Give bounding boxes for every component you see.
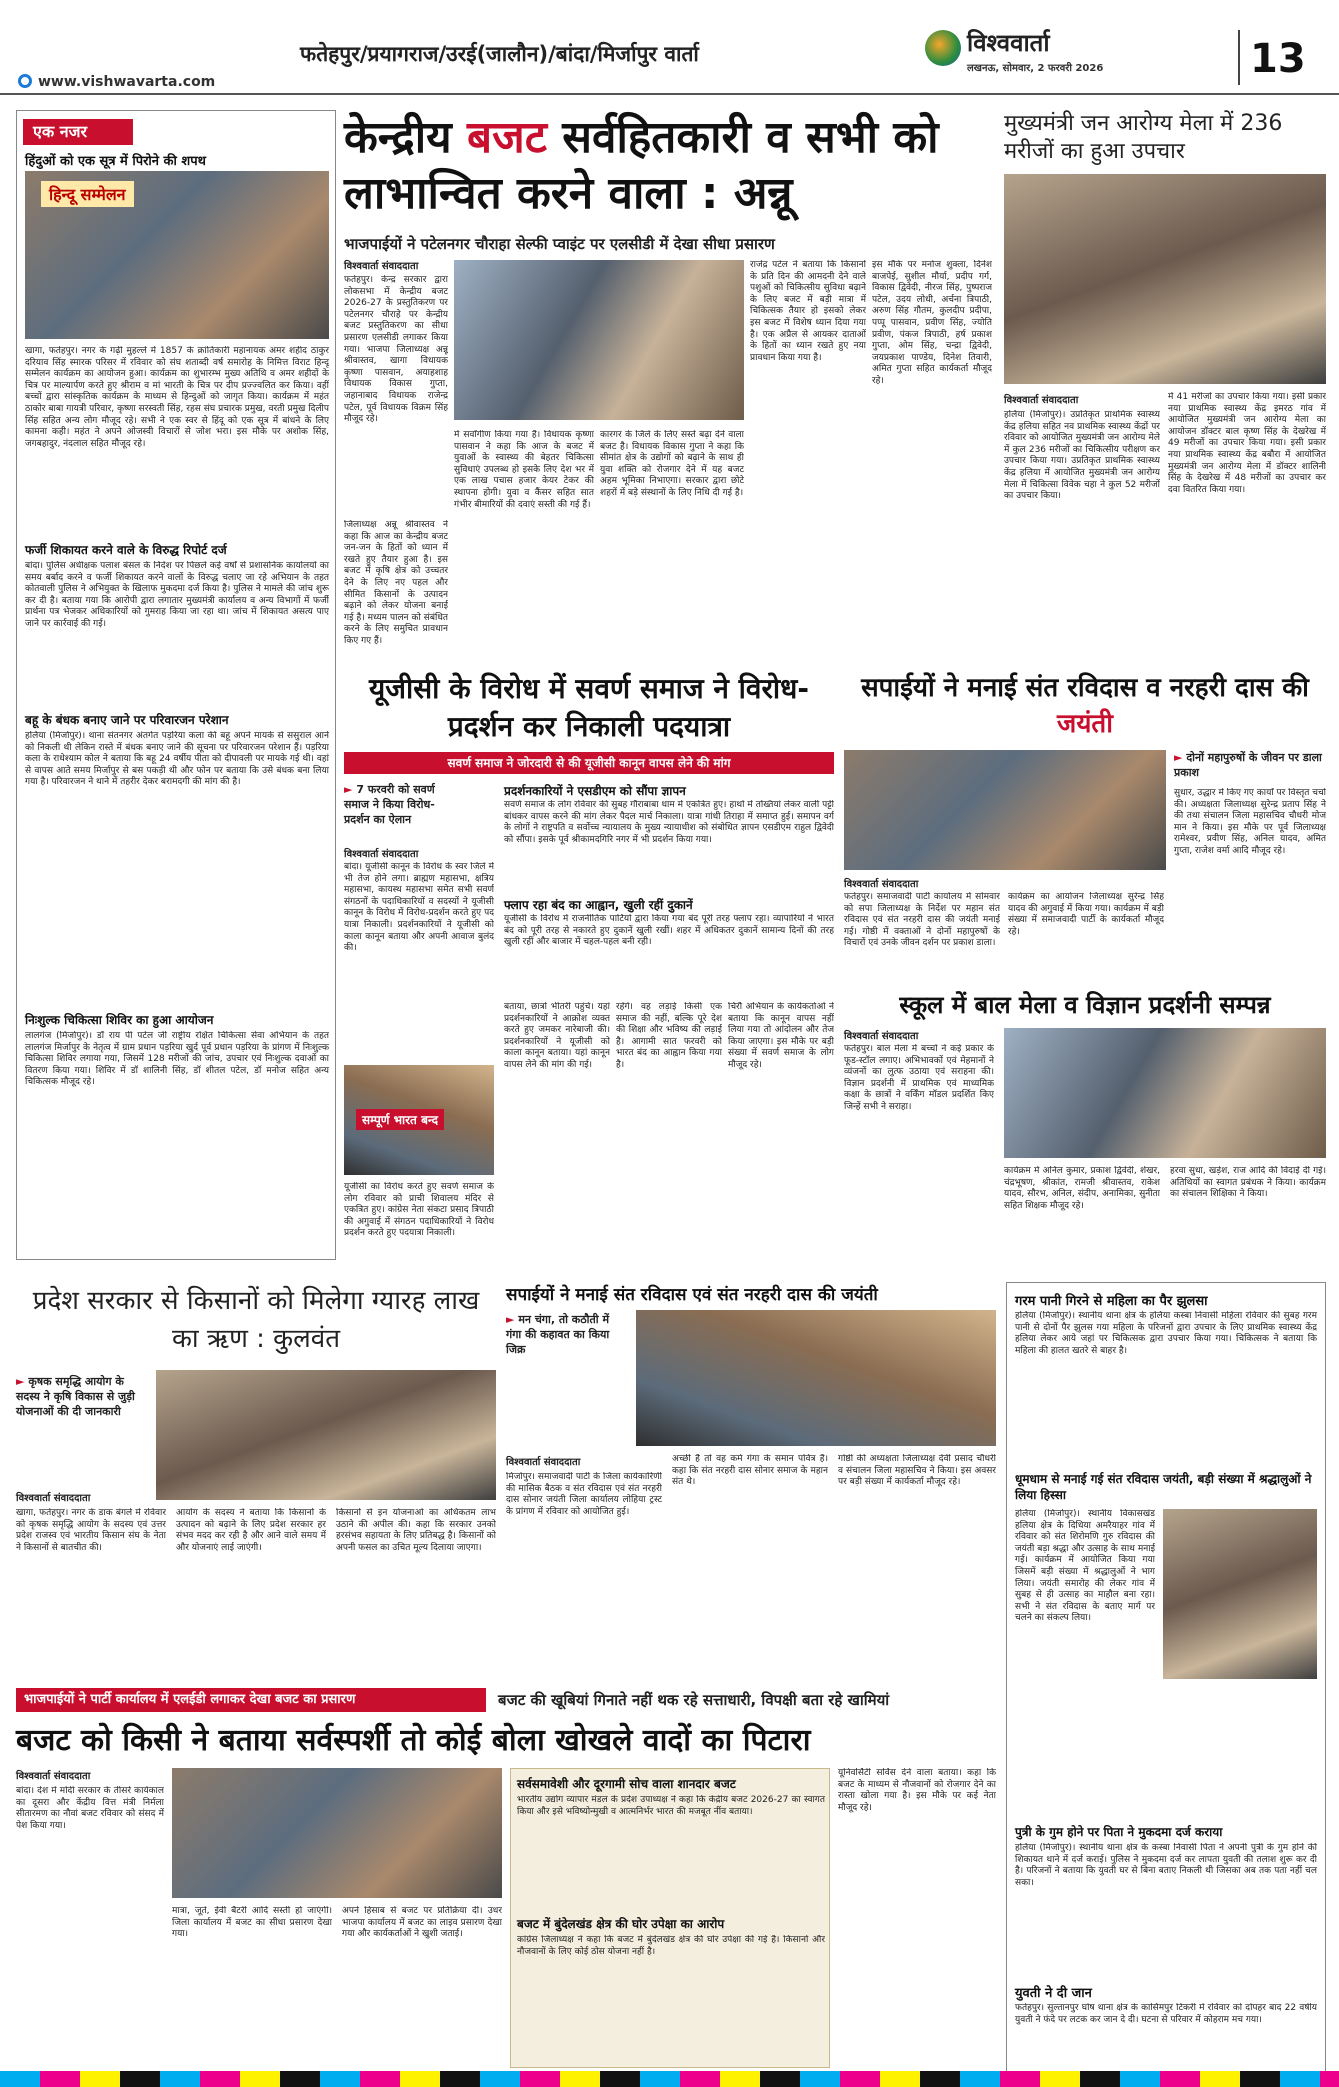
masthead bbox=[0, 0, 1339, 90]
ugc-subbar: सवर्ण समाज ने जोरदारी से की यूजीसी कानून वापस लेने की मांग bbox=[344, 752, 834, 774]
kisan-story bbox=[16, 1282, 496, 1682]
bullet-arrow-icon: ► bbox=[506, 1313, 515, 1326]
sapai-story-mid bbox=[506, 1282, 996, 1682]
kisan-col2: आयोग के सदस्य ने बताया कि किसानों के उत्पादन को बढ़ाने के लिए प्रदेश सरकार हर संभव मदद कर रही है और आने वाले समय में और योजनाएं लाई जाएंगी। bbox=[176, 1508, 326, 1553]
budget-col3: अपने हिसाब से बजट पर प्रतिक्रिया दी। उधर भाजपा कार्यालय में बजट का लाइव प्रसारण देखा गया और कार्यकर्ताओं ने खुशी जताई। bbox=[342, 1906, 502, 1940]
ravidas-jayanti-head: धूमधाम से मनाई गई संत रविदास जयंती, बड़ी संख्या में श्रद्धालुओं ने लिया हिस्सा bbox=[1015, 1472, 1312, 1502]
jan-arogya-story bbox=[1004, 110, 1326, 660]
lead-photo bbox=[454, 260, 744, 420]
sapai-top-headline bbox=[844, 670, 1326, 742]
ugc-byline: विश्ववार्ता संवाददाता bbox=[344, 849, 419, 860]
sapai-mid-bullet bbox=[506, 1312, 626, 1357]
ugc-bullet bbox=[344, 782, 448, 827]
header-divider bbox=[1238, 30, 1240, 85]
budget-byline: विश्ववार्ता संवाददाता bbox=[16, 1771, 91, 1782]
budget-side-box bbox=[510, 1768, 830, 2068]
lead-headline-part1: केन्द्रीय bbox=[344, 112, 467, 163]
lead-headline-part2: सर्वहितकारी व सभी को लाभान्वित करने वाला : अन्नू bbox=[344, 112, 939, 219]
budget-col5-head: बजट में बुंदेलखंड क्षेत्र की घोर उपेक्षा का आरोप bbox=[517, 1917, 725, 1931]
sammelan-banner: हिन्दू सम्मेलन bbox=[41, 181, 134, 207]
ugc-col3: यूजीसी के विरोध में राजनीतिक पार्टियों द्वारा किया गया बंद पूरी तरह फ्लाप रहा। व्यापारियों ने भारत बंद को पूरी तरह से नकारते हुए दुकानें खुली रखीं। शहर में अधिकतर दुकानें सामान्य दिनों की तरह खुली रहीं और बाजार में चहल-पहल बनी रही। bbox=[504, 914, 834, 948]
lead-byline: विश्ववार्ता संवाददाता bbox=[344, 261, 419, 272]
school-byline: विश्ववार्ता संवाददाता bbox=[844, 1031, 919, 1042]
right-sidebar bbox=[1006, 1282, 1326, 2072]
ravidas-jayanti-text: हलिया (मिर्जापुर)। स्थानीय विकासखंड हलिया क्षेत्र के दिधिया अमरैयाहर गांव में रविवार को संत शिरोमणि गुरु रविदास की जयंती बड़ा श्रद्धा और उत्साह के साथ मनाई गई। कार्यक्रम में आयोजित किया गया जिसमें बड़ी संख्या में श्रद्धालुओं ने भाग लिया। जयंती समारोह की लेकर गांव में सुबह से ही उत्साह का माहौल बना रहा। सभी ने संत रविदास के बताए मार्ग पर चलने का संकल्प लिया। bbox=[1015, 1509, 1155, 1624]
bullet-arrow-icon: ► bbox=[344, 783, 353, 796]
kisan-headline: प्रदेश सरकार से किसानों को मिलेगा ग्यारह लाख का ऋण : कुलवंत bbox=[32, 1286, 480, 1354]
sapai-top-byline: विश्ववार्ता संवाददाता bbox=[844, 879, 919, 890]
sapai-mid-byline: विश्ववार्ता संवाददाता bbox=[506, 1457, 581, 1468]
budget-col4-head: सर्वसमावेशी और दूरगामी सोच वाला शानदार बजट bbox=[517, 1777, 736, 1791]
ek-nazar-item3-text: हलिया (मिर्जापुर)। थाना संतनगर अंतर्गत पड़रिया कला की बहू अपने मायके से ससुराल आने को निकली थी लेकिन रास्ते में बंधक बनाए जाने की सूचना पर परिवारजन परेशान हैं। पड़रिया कला के राधेश्याम कोल ने बताया कि बहू 24 वर्षीय पीता को दीपावली पर मायके गई थी। वहां से वापस आते समय मिर्जापुर से बस पकड़ी थी और फोन पर बताया कि उसे बंधक बना लिया गया है। परिवारजन ने थाने में तहरीर देकर बरामदगी की मांग की है। bbox=[25, 731, 329, 788]
garam-pani-text: हलिया (मिर्जापुर)। स्थानीय थाना क्षेत्र के हलिया कस्बा निवासी महिला रविवार की सुबह गरम पानी से दोनों पैर झुलस गया महिला के परिजनों द्वारा उपचार के लिए प्राथमिक स्वास्थ्य केंद्र हलिया लेकर आये जहां पर चिकित्सक द्वारा उपचार किया गया। चिकित्सक ने बताया कि महिला की हालत खतरे से बाहर है। bbox=[1015, 1311, 1317, 1356]
ek-nazar-column bbox=[16, 110, 336, 1260]
school-photo bbox=[1004, 1028, 1326, 1158]
ugc-col2-head: प्रदर्शनकारियों ने एसडीएम को सौंपा ज्ञापन bbox=[504, 784, 686, 798]
website-url[interactable]: www.vishwavarta.com bbox=[38, 74, 216, 90]
kisan-col3: किसानों से इन योजनाओं का अधिकतम लाभ उठाने की अपील की। कहा कि सरकार उनको हरसंभव सहायता के लिए प्रतिबद्ध है। किसानों को अपनी फसल का उचित मूल्य दिलाया जाएगा। bbox=[336, 1508, 496, 1553]
brand-name: विश्ववार्ता bbox=[967, 29, 1050, 57]
ek-nazar-item2-head: फर्जी शिकायत करने वाले के विरुद्ध रिपोर्ट दर्ज bbox=[25, 543, 227, 557]
brand-logo-icon bbox=[925, 30, 961, 66]
sapai-mid-bullet-text: मन चंगा, तो कठौती में गंगा की कहावत का किया जिक्र bbox=[506, 1313, 610, 1356]
ugc-story bbox=[344, 670, 834, 1270]
kisan-bullet bbox=[16, 1374, 146, 1419]
section-title: फतेहपुर/प्रयागराज/उरई(जालौन)/बांदा/मिर्जापुर वार्ता bbox=[300, 42, 699, 66]
school-col1: फतेहपुर। बाल मेला में बच्चों ने कई प्रकार के फूड-स्टॉल लगाए। अभिभावकों एवं मेहमानों ने व्यंजनों का लुत्फ उठाया एवं सराहना की। विज्ञान प्रदर्शनी में प्राथमिक एवं माध्यमिक कक्षा के छात्रों ने वर्किंग मॉडल प्रदर्शित किए जिन्हें सभी ने सराहा। bbox=[844, 1044, 994, 1112]
budget-headline: बजट को किसी ने बताया सर्वस्पर्शी तो कोई बोला खोखले वादों का पिटारा bbox=[16, 1723, 811, 1758]
sapai-top-col2: कार्यक्रम का आयोजन जिलाध्यक्ष सुरेन्द्र सिंह यादव की अगुवाई में किया गया। कार्यक्रम में बड़ी संख्या में समाजवादी पार्टी के कार्यकर्ता मौजूद रहे। bbox=[1008, 892, 1164, 937]
color-registration-strip bbox=[0, 2071, 1339, 2087]
bullet-arrow-icon: ► bbox=[16, 1375, 25, 1388]
page-number: 13 bbox=[1250, 36, 1306, 82]
budget-col6: यूनिवर्सिटी सर्विस देने वाला बताया। कहा कि बजट के माध्यम से नौजवानों को रोजगार देने का रास्ता खोला गया है। इस मौके पर कई नेता मौजूद रहे। bbox=[838, 1768, 996, 1813]
school-col3: हरवा सुधा, खड़ेश, राज आदि की विदाई दी गई। अतिथियों का स्वागत प्रबंधक ने किया। कार्यक्रम का संचालन शिक्षिका ने किया। bbox=[1170, 1166, 1326, 1200]
ek-nazar-item4-head: निःशुल्क चिकित्सा शिविर का हुआ आयोजन bbox=[25, 1013, 214, 1027]
jan-arogya-headline: मुख्यमंत्री जन आरोग्य मेला में 236 मरीजों का हुआ उपचार bbox=[1004, 111, 1283, 164]
sapai-top-headline-part1: सपाईयों ने मनाई संत रविदास व नरहरी दास की bbox=[861, 673, 1309, 703]
missing-daughter-text: हलिया (मिर्जापुर)। स्थानीय थाना क्षेत्र के कस्बा निवासी पिता ने अपनी पुत्री के गुम होने की शिकायत थाने में दर्ज कराई। पुलिस ने मुकदमा दर्ज कर लापता युवती की तलाश शुरू कर दी है। परिजनों ने बताया कि युवती घर से बिना बताए निकली थी जिसका अब तक पता नहीं चल सका। bbox=[1015, 1843, 1317, 1888]
kisan-bullet-text: कृषक समृद्धि आयोग के सदस्य ने कृषि विकास से जुड़ी योजनाओं की दी जानकारी bbox=[16, 1375, 135, 1418]
bharat-band-banner: सम्पूर्ण भारत बन्द bbox=[356, 1109, 444, 1130]
lead-story bbox=[344, 110, 994, 660]
suicide-head: युवती ने दी जान bbox=[1015, 1986, 1092, 2001]
budget-redbar: भाजपाईयों ने पार्टी कार्यालय में एलईडी लगाकर देखा बजट का प्रसारण bbox=[16, 1688, 486, 1712]
ugc-bullet-text: 7 फरवरी को सवर्ण समाज ने किया विरोध-प्रदर्शन का ऐलान bbox=[344, 783, 435, 826]
school-story bbox=[844, 988, 1326, 1270]
lead-col2b: में सर्वांगीण किया गया है। विधायक कृष्णा पासवान ने कहा कि आज के बजट में युवाओं के स्वास्थ्य की बेहतर चिकित्सा सुविधाएं उपलब्ध हो इसके लिए देश भर में एक लाख पचास हजार केयर टेकर की स्थापना होगी। युवा व कैंसर सहित सात गंभीर बीमारियों की दवाएं सस्ती की गई हैं। bbox=[454, 430, 594, 510]
lead-col1: फतेहपुर। केन्द्र सरकार द्वारा लोकसभा में केन्द्रीय बजट 2026-27 के प्रस्तुतिकरण पर पटेलनगर चौराहे पर केन्द्रीय बजट प्रस्तुतिकरण का सीधा प्रसारण एलसीडी लगाकर किया गया। भाजपा जिलाध्यक्ष अन्नू श्रीवास्तव, खागा विधायक कृष्णा पासवान, अयाहशाह विधायक विकास गुप्ता, जहानाबाद विधायक राजेन्द्र पटेल, पूर्व विधायक विक्रम सिंह मौजूद रहे। bbox=[344, 275, 448, 425]
ugc-photo-main bbox=[344, 1065, 494, 1175]
bullet-arrow-icon: ► bbox=[1174, 751, 1183, 764]
sapai-story-top bbox=[844, 670, 1326, 980]
school-headline: स्कूल में बाल मेला व विज्ञान प्रदर्शनी सम्पन्न bbox=[899, 991, 1271, 1019]
lead-headline bbox=[344, 110, 994, 222]
school-col2: कार्यक्रम में अनिल कुमार, प्रकाश द्विवेदी, शेखर, चंद्रभूषण, श्रीकांत, रामजी श्रीवास्तव, राकेश यादव, सौरभ, अनिल, संदीप, अनामिका, सुनीता सहित शिक्षक मौजूद रहे। bbox=[1004, 1166, 1160, 1211]
jan-arogya-byline: विश्ववार्ता संवाददाता bbox=[1004, 395, 1079, 406]
lead-col5: इस मौके पर मनोज शुक्ला, दिनेश बाजपेई, सुशील मौर्या, प्रदीप गर्ग, विकास द्विवेदी, नीरज सिंह, पुष्पराज पटेल, उदय लोधी, अर्चना त्रिपाठी, अरुण सिंह गौतम, कुलदीप प्रदीपा, पप्पू पासवान, प्रवीण सिंह, ज्योति प्रवीण, पंकज त्रिपाठी, हर्ष प्रकाश गुप्ता, ओम सिंह, चन्द्रा द्विवेदी, जयप्रकाश पाण्डेय, दिनेश तिवारी, अमित गुप्ता सहित कार्यकर्ता मौजूद रहे। bbox=[872, 260, 992, 386]
jan-arogya-col2: में 41 मरीजों का उपचार किया गया। इसी प्रकार नया प्राथमिक स्वास्थ्य केंद्र इमरठ गांव में आयोजित मुख्यमंत्री जन आरोग्य मेला का आयोजन डॉक्टर बाल कृष्ण सिंह के देखरेख में 49 मरीजों का उपचार किया गया। इसी प्रकार नया प्राथमिक स्वास्थ्य केंद्र बबौरा में आयोजित मुख्यमंत्री जन आरोग्य मेला में डॉक्टर शालिनी सिंह के देखरेख में 48 मरीजों का उपचार कर दवा वितरित किया गया। bbox=[1168, 392, 1326, 495]
sapai-mid-col3: गोष्ठी की अध्यक्षता जिलाध्यक्ष देवी प्रसाद चौधरी व संचालन जिला महासचिव ने किया। इस अवसर पर बड़ी संख्या में कार्यकर्ता मौजूद रहे। bbox=[838, 1454, 996, 1488]
sapai-mid-col1: मिर्जापुर। समाजवादी पार्टी के जिला कार्यकारिणी की मासिक बैठक व संत रविदास एवं संत नरहरी दास सोनार जयंती जिला कार्यालय लोहिया ट्रस्ट के प्रांगण में रविवार को आयोजित हुई। bbox=[506, 1472, 662, 1517]
sapai-top-bullet-text: दोनों महापुरुषों के जीवन पर डाला प्रकाश bbox=[1174, 751, 1322, 779]
ek-nazar-item2-text: बांदा। पुलिस अधीक्षक पलाश बंसल के निर्देश पर पिछले कई वर्षों से प्रशासनिक कार्यालयों का समय बर्बाद करने व फर्जी शिकायत करने वालों के विरुद्ध चलाए जा रहे अभियान के तहत कोतवाली पुलिस ने अभियुक्त के खिलाफ मुकदमा दर्ज किया है। पुलिस ने मामले की जांच शुरू कर दी है। बताया गया कि आरोपी द्वारा लगातार मुख्यमंत्री कार्यालय व अन्य विभागों में फर्जी प्रार्थना पत्र भेजकर अधिकारियों को गुमराह किया जा रहा था। जांच में शिकायत असत्य पाए जाने पर कार्रवाई की गई। bbox=[25, 561, 329, 629]
ie-icon bbox=[18, 74, 32, 88]
ravidas-jayanti-photo bbox=[1163, 1509, 1317, 1679]
ek-nazar-label: एक नजर bbox=[23, 119, 133, 145]
sapai-top-photo bbox=[844, 750, 1166, 870]
suicide-text: फतेहपुर। सुल्तानपुर घोष थाना क्षेत्र के कासिमपुर टिकरी में रविवार को दोपहर बाद 22 वर्षीय युवती ने फंदे पर लटक कर जान दे दी। घटना से परिवार में कोहराम मच गया। bbox=[1015, 2003, 1317, 2025]
lead-headline-red: बजट bbox=[467, 112, 547, 163]
sapai-mid-headline: सपाईयों ने मनाई संत रविदास एवं संत नरहरी दास की जयंती bbox=[506, 1285, 878, 1305]
ek-nazar-item3-head: बहू के बंधक बनाए जाने पर परिवारजन परेशान bbox=[25, 713, 229, 727]
dateline: लखनऊ, सोमवार, 2 फरवरी 2026 bbox=[967, 63, 1104, 74]
kisan-photo bbox=[156, 1370, 496, 1500]
budget-col4: भारतीय उद्योग व्यापार मंडल के प्रदेश उपाध्यक्ष ने कहा कि केंद्रीय बजट 2026-27 का स्वागत किया और इसे भविष्योन्मुखी व आत्मनिर्भर भारत की मजबूत नींव बताया। bbox=[517, 1795, 825, 1817]
ugc-col3-head: फ्लाप रहा बंद का आह्वान, खुली रहीं दुकानें bbox=[504, 898, 693, 912]
ugc-col6: रहेंगे। वह लड़ाई किसी एक समाज की नहीं, बल्कि पूरे देश की शिक्षा और भविष्य की लड़ाई है। आगामी सात फरवरी को भारत बंद का आह्वान किया गया है। bbox=[616, 1002, 722, 1070]
kisan-col1: खागा, फतेहपुर। नगर के डाक बंगले में रविवार को कृषक समृद्धि आयोग के सदस्य एवं उत्तर प्रदेश राजस्व एवं भारतीय किसान संघ के नेता ने किसानों से बातचीत की। bbox=[16, 1508, 166, 1553]
garam-pani-head: गरम पानी गिरने से महिला का पैर झुलसा bbox=[1015, 1294, 1208, 1309]
ugc-col7: चिरौ अभियान के कार्यकर्ताओं ने बताया कि कानून वापस नहीं लिया गया तो आंदोलन और तेज किया जाएगा। इस मौके पर बड़ी संख्या में सवर्ण समाज के लोग मौजूद रहे। bbox=[728, 1002, 834, 1070]
lead-col2: जिलाध्यक्ष अन्नू श्रीवास्तव ने कहा कि आज का केन्द्रीय बजट जन-जन के हितों को ध्यान में रखते हुए तैयार हुआ है। इस बजट में कृषि क्षेत्र को उच्चतर देने के लिए नए पहल और सीमित किसानों के उत्पादन बढ़ाने को लेकर योजना बनाई गई है। मध्यम पालन को संबंधित करने के लिए समुचित प्रावधान किए गए हैं। bbox=[344, 520, 448, 646]
ugc-col4: यूजीसी का विरोध करते हुए सवर्ण समाज के लोग रविवार को प्राची शिवालय मंदिर से एकत्रित हुए। कांग्रेस नेता संकटा प्रसाद त्रिपाठी की अगुवाई में संगठन पदाधिकारियों ने विरोध प्रदर्शन करते हुए पदयात्रा निकाली। bbox=[344, 1182, 494, 1239]
ugc-col2: सवर्ण समाज के लोग रविवार की सुबह गौराबाबा धाम में एकत्रित हुए। हाथों में तख्तियां लेकर वाली पट्टी बांधकर वापस करने की मांग लेकर पैदल मार्च निकाला। यात्रा गांधी तिराहा में समाप्त हुई। समापन वर्ग के लोगों ने राष्ट्रपति व सर्वोच्च न्यायालय के मुख्य न्यायाधीश को संबोधित ज्ञापन एसडीएम राहुल द्विवेदी को सौंपा। इसके पूर्व श्रीकामदगिरि नगर में भी प्रदर्शन किया गया। bbox=[504, 800, 834, 845]
kisan-byline: विश्ववार्ता संवाददाता bbox=[16, 1493, 91, 1504]
budget-col1: बांदा। देश में मोदी सरकार के तीसरे कार्यकाल का दूसरा और केंद्रीय वित्त मंत्री निर्मला सीतारमण का नौवां बजट रविवार को संसद में पेश किया गया। bbox=[16, 1786, 164, 1831]
budget-col5: कांग्रेस जिलाध्यक्ष ने कहा कि बजट में बुंदेलखंड क्षेत्र की घोर उपेक्षा की गई है। किसानों और नौजवानों के लिए कोई ठोस योजना नहीं है। bbox=[517, 1935, 825, 1957]
missing-daughter-head: पुत्री के गुम होने पर पिता ने मुकदमा दर्ज कराया bbox=[1015, 1825, 1223, 1839]
ugc-col1: बांदा। यूजीसी कानून के विरोध के स्वर जिले में भी तेज होने लगा। ब्राह्मण महासभा, क्षत्रिय महासभा, कायस्थ महासभा समेत सभी सवर्ण संगठनों के पदाधिकारियों व सदस्यों ने यूजीसी कानून के विरोध में विरोध-प्रदर्शन करते हुए पद यात्रा निकाली। प्रदर्शनकारियों ने यूजीसी को काला कानून बताया और अपनी आवाज बुलंद की। bbox=[344, 862, 494, 954]
jan-arogya-col1: हलिया (मिर्जापुर)। उप्रतिकृत प्राथमिक स्वास्थ्य केंद्र हलिया सहित नव प्राथमिक स्वास्थ्य केंद्रों पर रविवार को आयोजित मुख्यमंत्री जन आरोग्य मेले में कुल 236 मरीजों का चिकित्सीय परीक्षण कर उपचार किया गया। उप्रतिकृत प्राथमिक स्वास्थ्य केंद्र हलिया में आयोजित मुख्यमंत्री जन आरोग्य मेला में चिकित्सा विवेक चहा ने कुल 52 मरीजों का उपचार किया। bbox=[1004, 410, 1160, 502]
lead-subhead: भाजपाईयों ने पटेलनगर चौराहा सेल्फी प्वाइंट पर एलसीडी में देखा सीधा प्रसारण bbox=[344, 235, 775, 253]
budget-col2: मात्रा, जूते, ईवी बैटरी आदि सस्ती हो जाएंगी। जिला कार्यालय में बजट का सीधा प्रसारण देखा गया। bbox=[172, 1906, 332, 1940]
ek-nazar-item1-head: हिंदुओं को एक सूत्र में पिरोने की शपथ bbox=[25, 154, 206, 169]
sapai-top-col3: सुधार, उद्धार में किए गए कार्यों पर विस्तृत चर्चा की। अध्यक्षता जिलाध्यक्ष सुरेन्द्र प्रताप सिंह ने की तथा संचालन जिला महासचिव चौधरी मोज मान ने किया। इस मौके पर पूर्व जिलाध्यक्ष रामेश्वर, प्रवीण सिंह, अनिल यादव, अमित गुप्ता, राजेश वर्मा आदि मौजूद रहे। bbox=[1174, 788, 1326, 856]
ek-nazar-item4-text: लालगंज (मिर्जापुर)। डॉ राय पी पटेल जी राष्ट्रीय रक्षित चिकित्सा सेवा अभियान के तहत लालगंज मिर्जापुर के नेतृत्व में ग्राम प्रधान पड़रिया खुर्द पूर्व प्रधान पड़रिया के प्रांगण में निःशुल्क चिकित्सा शिविर लगाया गया, जिसमें 128 मरीजों की जांच, उपचार एवं निःशुल्क दवाओं का वितरण किया गया। शिविर में डॉ शालिनी सिंह, डॉ शीतल पटेल, डॉ मनोज सहित अन्य चिकित्सक मौजूद रहे। bbox=[25, 1031, 329, 1088]
sapai-mid-col2: अच्छी है तो वह कर्म गंगा के समान पवित्र है। कहा कि संत नरहरी दास सोनार समाज के महान संत थे। bbox=[672, 1454, 828, 1488]
ugc-col5: बताया, छात्रों भीतरी पहुंचे। यहां प्रदर्शनकारियों ने आक्रोश व्यक्त करते हुए जमकर नारेबाजी की। प्रदर्शनकारियों ने यूजीसी को काला कानून बताया। यहां कानून वापस लेने की मांग की गई। bbox=[504, 1002, 610, 1070]
sapai-top-bullet bbox=[1174, 750, 1324, 780]
lead-col3: कारगर के जिले के लिए सस्ते बढ़ा देने वाला बजट है। विधायक विकास गुप्ता ने कहा कि सीमांत क्षेत्र के उद्योगों को बढ़ाने के साथ ही युवा शक्ति को रोजगार देने में यह बजट अहम भूमिका निभाएगा। सरकार द्वारा छोटे शहरों में बड़े संस्थानों के लिए निधि दी गई है। bbox=[600, 430, 744, 498]
lead-col4: राजेंद्र पटेल ने बताया कि किसानों के प्रति दिन की आमदनी देने वाले पशुओं को चिकित्सीय सुविधा बढ़ाने के लिए बजट में बड़ी मात्रा में चिकित्सक तैयार हो इसको लेकर इस बजट में विशेष ध्यान दिया गया है। एक अप्रैल से आयकर दाताओं के हितों का ध्यान रखते हुए नया प्रावधान किया गया है। bbox=[750, 260, 866, 363]
budget-kicker: बजट की खूबियां गिनाते नहीं थक रहे सत्ताधारी, विपक्षी बता रहे खामियां bbox=[498, 1691, 890, 1709]
budget-bottom-story bbox=[16, 1688, 996, 2072]
header-rule bbox=[0, 93, 1339, 95]
sapai-top-col1: फतेहपुर। समाजवादी पार्टी कार्यालय में सोमवार को सपा जिलाध्यक्ष के निर्देश पर महान संत रविदास एवं संत नरहरी दास की जयंती मनाई गई। गोष्ठी में वक्ताओं ने दोनों महापुरुषों के विचारों एवं उनके जीवन दर्शन पर प्रकाश डाला। bbox=[844, 892, 1000, 949]
jan-arogya-photo bbox=[1004, 174, 1326, 384]
sapai-mid-photo bbox=[636, 1310, 996, 1446]
ek-nazar-item1-text: खागा, फतेहपुर। नगर के गढ़ी मुहल्ले में 1857 के क्रांतिकारी महानायक अमर शहीद ठाकुर दरियाव सिंह स्मारक परिसर में रविवार को संघ शताब्दी वर्ष समारोह के निमित्त विराट हिन्दू सम्मेलन कार्यक्रम का आयोजन हुआ। कार्यक्रम का शुभारम्भ मुख्य अतिथि व अमर शहीदों के चित्र पर माल्यार्पण करते हुए श्रीराम व मां भारती के चित्र पर दीप प्रज्ज्वलित कर किया। वहीं बच्चों द्वारा सांस्कृतिक कार्यक्रम के माध्यम से हिन्दुओं को जागृत किया। कार्यक्रम में महंत ठाकोर बाबा गायत्री परिवार, कृष्णा सरस्वती सिंह, रहस संघ प्रचारक प्रमुख, वरती प्रमुख दिलीप सिंह सहित अन्य लोग मौजूद रहे। सभी ने एक स्वर से हिंदू को एक सूत्र में बांधने के लिए कामना कही। महंत ने अपने ओजस्वी विचारों से जोश भरा। इस मौके पर अशोक सिंह, जगबहादुर, नंदलाल सहित मौजूद रहे। bbox=[25, 346, 329, 449]
ugc-headline: यूजीसी के विरोध में सवर्ण समाज ने विरोध-प्रदर्शन कर निकाली पदयात्रा bbox=[368, 672, 810, 743]
ek-nazar-item1-photo bbox=[25, 171, 329, 339]
budget-photo bbox=[172, 1768, 502, 1898]
sapai-top-headline-red: जयंती bbox=[1057, 709, 1113, 739]
